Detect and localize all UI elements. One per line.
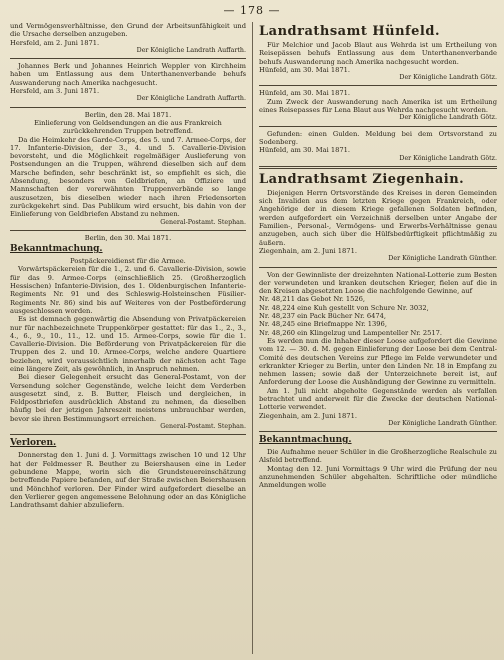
section-divider: [259, 126, 497, 127]
signature-line: Der Königliche Landrath Auffarth.: [136, 46, 246, 54]
text-paragraph: Johannes Berk und Johannes Heinrich Weppler von Kirchheim haben um Entlassung aus dem Unterthanenverbande behufs Auswanderung nach Amerika nachgesucht.: [10, 62, 246, 87]
text-paragraph: Hünfeld, am 30. Mai 1871.: [259, 146, 351, 155]
column-divider: [252, 22, 253, 654]
notice-heading: Bekanntmachung.: [259, 435, 352, 446]
text-paragraph: Es werden nun die Inhaber dieser Loose aufgefordert die Gewinne vom 12. — 30. d. M. gegen Einlieferung der Loose bei dem Central-Comité des deutschen Vereins zur Pflege im Felde verwundeter und erkrankter Krieger zu Berlin, unter den Linden Nr. 18 in Empfang zu nehmen lassen; sowie daß der Unterzeichnete bereit ist, auf Anforderung der Loose die Aushändigung der Gewinne zu vermitteln.: [259, 336, 497, 387]
office-heading: Landrathsamt Hünfeld.: [259, 24, 440, 39]
text-paragraph: Am 1. Juli nicht abgeholte Gegenstände werden als verfallen betrachtet und anderweit für die Zwecke der deutschen National-Lotterie verwendet.: [259, 386, 497, 412]
text-paragraph: Bei dieser Gelegenheit ersucht das General-Postamt, von der Versendung solcher Gegenstände, welche leicht dem Verderben ausgesetzt sind, z. B. Butter, Fleisch und dergleichen, in Feldpostbriefen ausdrücklich Abstand zu nehmen, da dieselben häufig bei der jetzigen Jahreszeit meistens unbrauchbar werden, bevor sie ihren Bestimmungsort erreichen.: [10, 373, 246, 423]
text-paragraph: Hersfeld, am 2. Juni 1871.: [10, 38, 100, 47]
page-number: — 178 —: [223, 4, 281, 17]
text-paragraph: Die Aufnahme neuer Schüler in die Großherzogliche Realschule zu Alsfeld betreffend.: [259, 448, 497, 465]
text-paragraph: Gefunden: einen Gulden. Meldung bei dem Ortsvorstand zu Sodenberg.: [259, 129, 497, 146]
signature-line: Der Königliche Landrath Götz.: [399, 114, 497, 122]
signature-line: Der Königliche Landrath Günther.: [388, 255, 497, 263]
signature-line: Der Königliche Landrath Günther.: [388, 419, 497, 427]
text-paragraph: Da die Heimkehr des Garde-Corps, des 5. und 7. Armee-Corps, der 17. Infanterie-Division, der 3., 4. und 5. Cavallerie-Division bevorsteht, und die Möglichkeit regelmäßiger Auslieferung von Postsendungen an die Truppen, während dieselben sich auf dem Marsche befinden, sehr beschränkt ist, so empfiehlt es sich, die Absendung, besonders von Geldbriefen, an Offiziere und Mannschaften der vorerwähnten Truppenverbände so lange auszusetzen, bis dieselben wieder nach ihren Friedensorten zurückgekehrt sind. Das Publikum wird ersucht, bis dahin von der Einlieferung von Geldbriefen Abstand zu nehmen.: [10, 135, 246, 219]
signature-line: General-Postamt. Stephan.: [160, 423, 246, 431]
section-divider: [10, 434, 246, 435]
section-divider: [10, 107, 246, 108]
text-paragraph: Nr. 48,237 ein Pack Bücher Nr. 6474,: [259, 312, 386, 321]
text-paragraph: Von der Gewinnliste der dreizehnten National-Lotterie zum Besten der verwundeten und kranken deutschen Krieger, fielen auf die in den Kreisen abgesetzten Loose die nachfolgende Gewinne, auf: [259, 270, 497, 296]
section-divider: [10, 58, 246, 59]
text-paragraph: Hünfeld, am 30. Mai 1871.: [259, 89, 351, 98]
text-paragraph: Hersfeld, am 3. Juni 1871.: [10, 87, 100, 96]
notice-heading: Bekanntmachung.: [10, 244, 103, 255]
section-divider: [259, 267, 497, 268]
text-paragraph: Berlin, den 30. Mai 1871.: [84, 233, 172, 242]
text-paragraph: Nr. 48,245 eine Briefmappe Nr. 1396,: [259, 320, 387, 329]
text-paragraph: Ziegenhain, am 2. Juni 1871.: [259, 411, 357, 420]
signature-line: Der Königliche Landrath Auffarth.: [136, 95, 246, 103]
text-paragraph: Postpäckereidienst für die Armee.: [70, 257, 186, 266]
text-paragraph: Für Melchior und Jacob Blaut aus Wehrda ist um Ertheilung von Reisepässen behufs Entlassung aus dem Unterthanenverbande behufs Auswanderung nach Amerika nachgesucht worden.: [259, 41, 497, 66]
text-paragraph: Ziegenhain, am 2. Juni 1871.: [259, 246, 357, 255]
section-divider: [259, 85, 497, 86]
text-paragraph: Nr. 48,224 eine Kuh gestellt von Schure Nr. 3032,: [259, 303, 429, 312]
notice-heading: Verloren.: [10, 438, 57, 449]
text-paragraph: Berlin, den 28. Mai 1871.: [84, 110, 172, 119]
text-paragraph: Hünfeld, am 30. Mai 1871.: [259, 65, 351, 74]
section-divider: [10, 230, 246, 231]
section-divider: [259, 431, 497, 432]
signature-line: Der Königliche Landrath Götz.: [399, 74, 497, 82]
signature-line: General-Postamt. Stephan.: [160, 218, 246, 226]
right-column: [259, 22, 497, 654]
office-heading: Landrathsamt Ziegenhain.: [259, 171, 465, 187]
text-paragraph: Es ist demnach gegenwärtig die Absendung von Privatpäckereien nur für nachbezeichnete Truppenkörper gestattet: für das 1., 2., 3., 4., 6., 9., 10., 11., 12. und 15. Armee-Corps, sowie für die 1. Cavallerie-Division. Die Beförderung von Privatpäckereien für die Truppen des 2. und 10. Armee-Corps, welche andere Quartiere beziehen, wird voraussichtlich innerhalb der nächsten acht Tage eine längere Zeit, als gewöhnlich, in Anspruch nehmen.: [10, 315, 246, 373]
left-column: [10, 22, 246, 654]
section-divider: [259, 166, 497, 169]
text-paragraph: Vorwärtspäckereien für die 1., 2. und 6. Cavallerie-Division, sowie für das 9. Armee-Corps (einschließlich 25. (Großherzoglich Hessischen) Infanterie-Division, des 1. Oldenburgischen Infanterie-Regiments Nr. 91 und des Schleswig-Holsteinschen Füsilier-Regiments Nr. 86) sind bis auf Weiteres von der Postbeförderung ausgeschlossen worden.: [10, 265, 246, 315]
text-paragraph: Einlieferung von Geldsendungen an die aus Frankreich zurückkehrenden Truppen betreffend.: [34, 118, 222, 136]
text-paragraph: Diejenigen Herrn Ortsvorstände des Kreises in deren Gemeinden sich Invaliden aus dem letzten Kriege gegen Frankreich, oder Angehörige der in diesem Kriege gefallenen Soldaten befinden, werden aufgefordert ein Verzeichniß derselben unter Angabe der Familien-, Personal-, Vermögens- und Erwerbs-Verhältnisse genau anzugeben, auch sich über die Hülfsbedürftigkeit pflichtmäßig zu äußern.: [259, 188, 497, 247]
text-paragraph: Zum Zweck der Auswanderung nach Amerika ist um Ertheilung eines Reisepasses für Lena Blaut aus Wehrda nachgesucht worden.: [259, 97, 497, 115]
signature-line: Der Königliche Landrath Götz.: [399, 154, 497, 162]
text-paragraph: und Vermögensverhältnisse, den Grund der Arbeitsunfähigkeit und die Ursache derselben anzugeben.: [10, 22, 246, 39]
text-paragraph: Donnerstag den 1. Juni d. J. Vormittags zwischen 10 und 12 Uhr hat der Feldmesser R. Beuther zu Beiershausen eine in Leder gebundene Mappe, worin sich die Grundsteuereinschätzung betreffende Papiere befanden, auf der Straße zwischen Beiershausen und Mönchhof verloren. Der Finder wird aufgefordert dieselbe an den Verlierer gegen angemessene Belohnung oder an das Königliche Landrathsamt dahier abzuliefern.: [10, 451, 246, 510]
text-paragraph: Montag den 12. Juni Vormittags 9 Uhr wird die Prüfung der neu anzunehmenden Schüler abgehalten. Schriftliche oder mündliche Anmeldungen wolle: [259, 464, 497, 490]
text-paragraph: Nr. 48,260 ein Klingelzug und Lampenteller Nr. 2517.: [259, 328, 443, 337]
text-paragraph: Nr. 48,211 das Gebot Nr. 1526,: [259, 295, 366, 304]
